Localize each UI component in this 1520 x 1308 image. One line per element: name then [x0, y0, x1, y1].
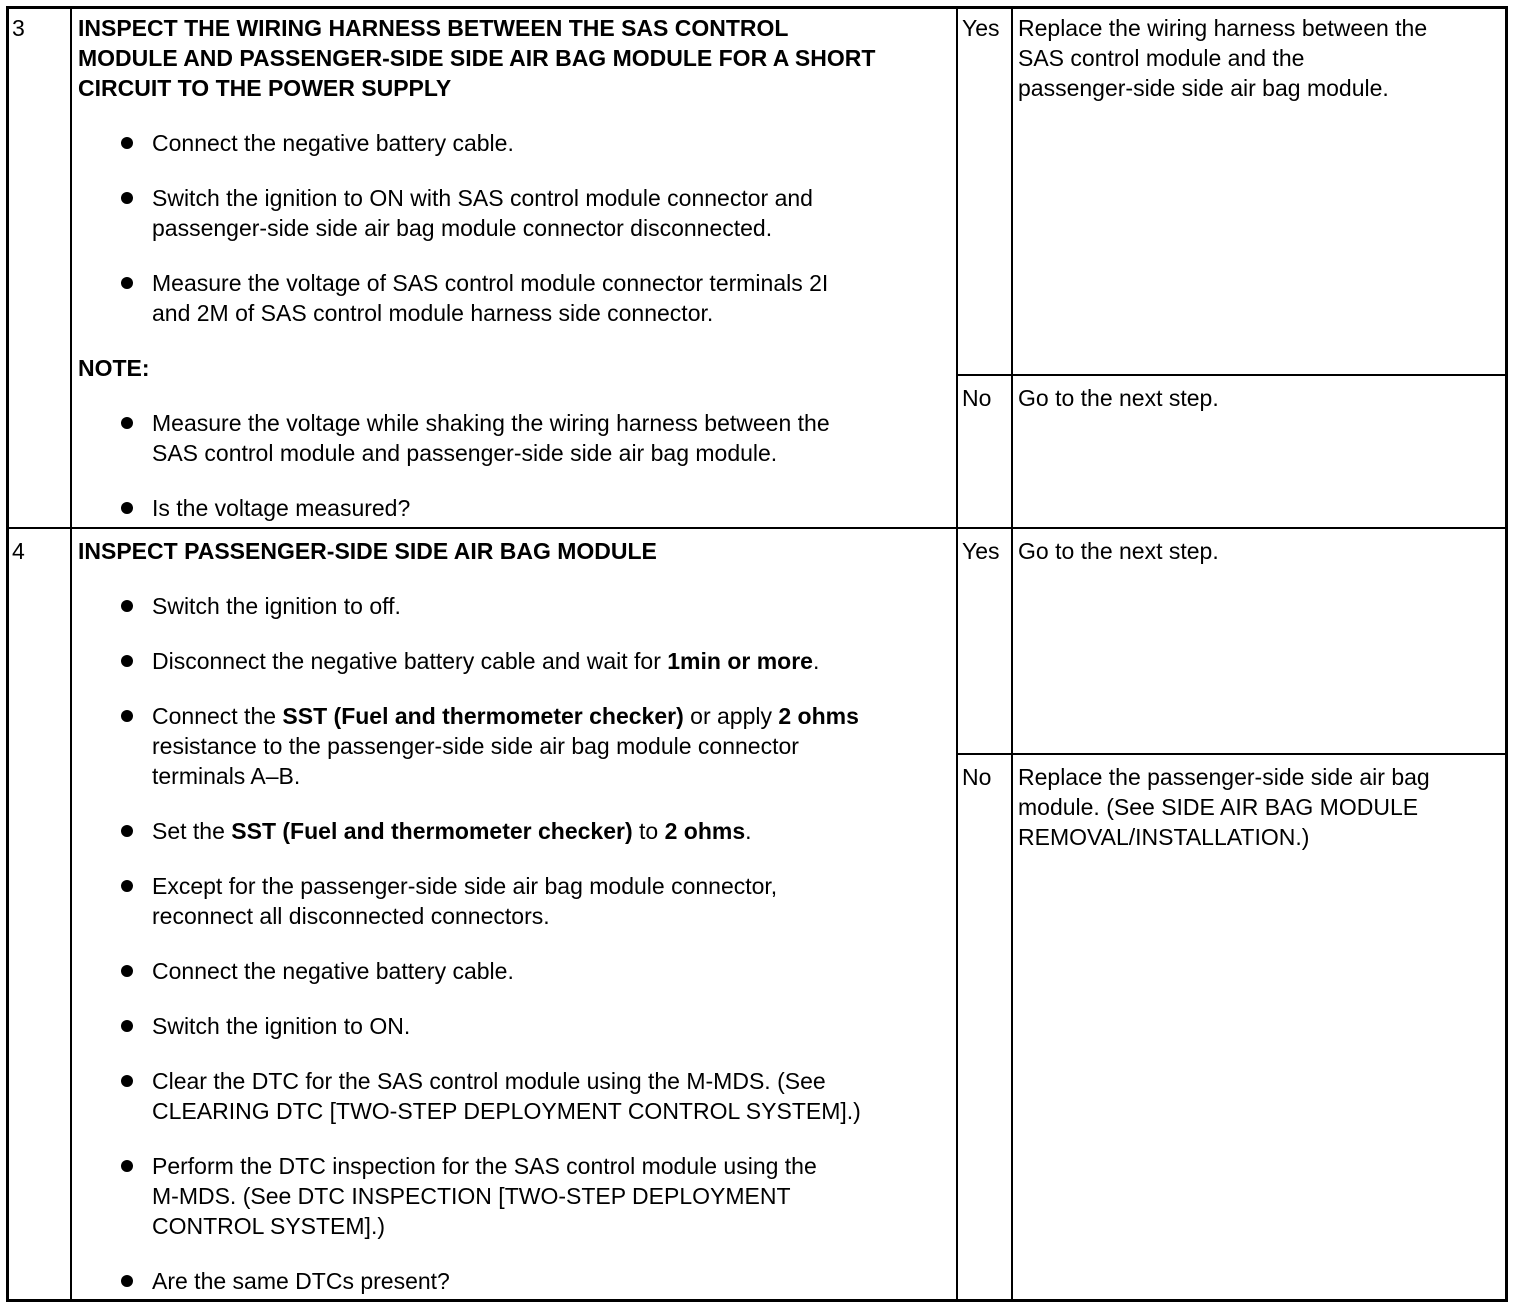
- bullet-icon: [121, 965, 133, 977]
- list-item: Connect the negative battery cable.: [152, 958, 514, 984]
- yes-label: Yes: [962, 15, 1000, 41]
- bullet-icon: [121, 600, 133, 612]
- list-item: Switch the ignition to ON with SAS control module connector and passenger-side side air bag module connector disconnected.: [152, 185, 813, 241]
- list-item: Is the voltage measured?: [152, 495, 411, 521]
- bullet-icon: [121, 825, 133, 837]
- bullet-icon: [121, 1020, 133, 1032]
- row-divider: [6, 527, 1508, 529]
- list-item: Set the SST (Fuel and thermometer checker) to 2 ohms.: [152, 818, 752, 844]
- yes-label: Yes: [962, 538, 1000, 564]
- step-number: 3: [12, 15, 25, 41]
- yes-no-divider-row4: [956, 753, 1508, 755]
- step-title: INSPECT THE WIRING HARNESS BETWEEN THE SAS CONTROL MODULE AND PASSENGER-SIDE SIDE AIR BAG MODULE FOR A SHORT CIRCUIT TO THE POWER SUPPLY: [78, 15, 876, 101]
- step-title: INSPECT PASSENGER-SIDE SIDE AIR BAG MODULE: [78, 538, 657, 564]
- bullet-icon: [121, 277, 133, 289]
- no-label: No: [962, 385, 992, 411]
- note-label: NOTE:: [78, 355, 150, 381]
- no-action: Go to the next step.: [1018, 385, 1219, 411]
- list-item: Except for the passenger-side side air bag module connector, reconnect all disconnected connectors.: [152, 873, 778, 929]
- yes-action: Replace the wiring harness between the SAS control module and the passenger-side side air bag module.: [1018, 15, 1428, 101]
- list-item: Disconnect the negative battery cable and wait for 1min or more.: [152, 648, 820, 674]
- bullet-icon: [121, 1075, 133, 1087]
- yes-no-divider-row3: [956, 374, 1508, 376]
- list-item: Switch the ignition to ON.: [152, 1013, 411, 1039]
- bullet-icon: [121, 417, 133, 429]
- list-item: Perform the DTC inspection for the SAS control module using the M-MDS. (See DTC INSPECTION [TWO-STEP DEPLOYMENT CONTROL SYSTEM].): [152, 1153, 817, 1239]
- bullet-icon: [121, 880, 133, 892]
- list-item: Clear the DTC for the SAS control module using the M-MDS. (See CLEARING DTC [TWO-STEP DEPLOYMENT CONTROL SYSTEM].): [152, 1068, 861, 1124]
- list-item: Measure the voltage while shaking the wiring harness between the SAS control module and passenger-side side air bag module.: [152, 410, 830, 466]
- step-number: 4: [12, 538, 25, 564]
- bullet-icon: [121, 710, 133, 722]
- bullet-icon: [121, 192, 133, 204]
- no-action: Replace the passenger-side side air bag module. (See SIDE AIR BAG MODULE REMOVAL/INSTALLATION.): [1018, 764, 1430, 850]
- list-item: Are the same DTCs present?: [152, 1268, 450, 1294]
- col-divider-step: [70, 6, 72, 1302]
- no-label: No: [962, 764, 992, 790]
- list-item: Switch the ignition to off.: [152, 593, 401, 619]
- col-divider-action: [1011, 6, 1013, 1302]
- bullet-icon: [121, 1275, 133, 1287]
- yes-action: Go to the next step.: [1018, 538, 1219, 564]
- list-item: Measure the voltage of SAS control module connector terminals 2I and 2M of SAS control module harness side connector.: [152, 270, 829, 326]
- bullet-icon: [121, 137, 133, 149]
- bullet-icon: [121, 655, 133, 667]
- bullet-icon: [121, 1160, 133, 1172]
- list-item: Connect the negative battery cable.: [152, 130, 514, 156]
- list-item: Connect the SST (Fuel and thermometer checker) or apply 2 ohms resistance to the passenger-side side air bag module connector terminals A–B.: [152, 703, 859, 789]
- bullet-icon: [121, 502, 133, 514]
- col-divider-result: [956, 6, 958, 1302]
